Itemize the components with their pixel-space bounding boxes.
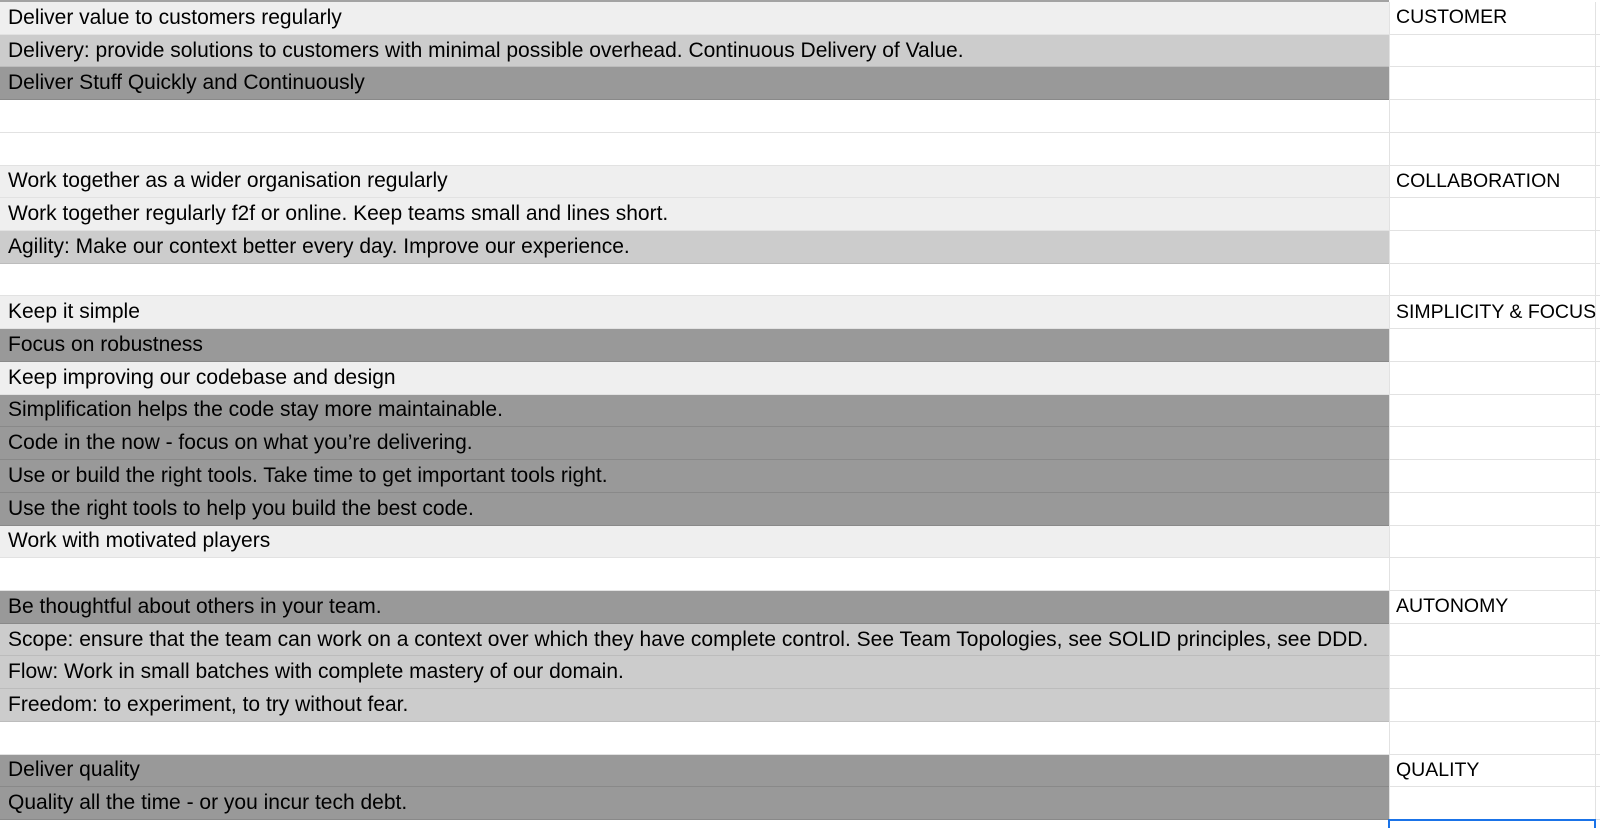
category-cell[interactable] xyxy=(1389,362,1595,395)
category-text: COLLABORATION xyxy=(1396,169,1561,192)
value-cell[interactable] xyxy=(0,656,1389,689)
category-cell[interactable] xyxy=(1389,198,1595,231)
category-cell[interactable] xyxy=(1389,2,1595,35)
sheet-row xyxy=(0,166,1600,199)
value-cell[interactable] xyxy=(0,198,1389,231)
category-cell[interactable] xyxy=(1389,656,1595,689)
edge-column-cell[interactable] xyxy=(1595,427,1600,460)
category-cell[interactable] xyxy=(1389,689,1595,722)
value-text: Use or build the right tools. Take time to get important tools right. xyxy=(8,463,608,487)
category-text: AUTONOMY xyxy=(1396,595,1509,618)
value-cell[interactable] xyxy=(0,558,1389,591)
value-text: Code in the now - focus on what you’re delivering. xyxy=(8,431,473,455)
edge-column-cell[interactable] xyxy=(1595,787,1600,820)
value-text: Work together as a wider organisation regularly xyxy=(8,169,448,193)
sheet-row xyxy=(0,722,1600,755)
edge-column-cell[interactable] xyxy=(1595,100,1600,133)
category-cell[interactable] xyxy=(1389,35,1595,68)
value-text: Deliver quality xyxy=(8,758,140,782)
rows-container xyxy=(0,2,1600,820)
value-text: Focus on robustness xyxy=(8,333,203,357)
sheet-row xyxy=(0,460,1600,493)
edge-column-cell[interactable] xyxy=(1595,526,1600,559)
value-cell[interactable] xyxy=(0,231,1389,264)
value-cell[interactable] xyxy=(0,100,1389,133)
value-text: Work together regularly f2f or online. Keep teams small and lines short. xyxy=(8,202,669,226)
edge-column-cell[interactable] xyxy=(1595,624,1600,657)
sheet-row xyxy=(0,100,1600,133)
value-text: Delivery: provide solutions to customers with minimal possible overhead. Continuous Delivery of Value. xyxy=(8,38,964,62)
value-cell[interactable] xyxy=(0,689,1389,722)
value-cell[interactable] xyxy=(0,166,1389,199)
value-text: Flow: Work in small batches with complete mastery of our domain. xyxy=(8,660,624,684)
value-text: Keep it simple xyxy=(8,300,140,324)
value-text: Deliver Stuff Quickly and Continuously xyxy=(8,71,365,95)
sheet-row xyxy=(0,264,1600,297)
sheet-row xyxy=(0,35,1600,68)
sheet-row xyxy=(0,133,1600,166)
value-cell[interactable] xyxy=(0,526,1389,559)
sheet-row xyxy=(0,2,1600,35)
edge-column-cell[interactable] xyxy=(1595,67,1600,100)
sheet-row xyxy=(0,656,1600,689)
edge-column-cell[interactable] xyxy=(1595,133,1600,166)
category-cell[interactable] xyxy=(1389,231,1595,264)
value-cell[interactable] xyxy=(0,395,1389,428)
sheet-row xyxy=(0,231,1600,264)
sheet-row xyxy=(0,526,1600,559)
category-cell[interactable] xyxy=(1389,722,1595,755)
category-cell[interactable] xyxy=(1389,427,1595,460)
edge-column-cell[interactable] xyxy=(1595,329,1600,362)
value-text: Freedom: to experiment, to try without fear. xyxy=(8,692,409,716)
edge-column-cell[interactable] xyxy=(1595,656,1600,689)
edge-column-cell[interactable] xyxy=(1595,558,1600,591)
category-text: CUSTOMER xyxy=(1396,6,1508,29)
sheet-row xyxy=(0,67,1600,100)
value-cell[interactable] xyxy=(0,133,1389,166)
category-cell[interactable] xyxy=(1389,493,1595,526)
value-text: Use the right tools to help you build the best code. xyxy=(8,496,474,520)
category-cell[interactable] xyxy=(1389,100,1595,133)
value-text: Be thoughtful about others in your team. xyxy=(8,594,382,618)
value-cell[interactable] xyxy=(0,722,1389,755)
value-cell[interactable] xyxy=(0,264,1389,297)
category-cell[interactable] xyxy=(1389,67,1595,100)
category-cell[interactable] xyxy=(1389,558,1595,591)
category-cell[interactable] xyxy=(1389,755,1595,788)
category-cell[interactable] xyxy=(1389,395,1595,428)
edge-column-cell[interactable] xyxy=(1595,231,1600,264)
value-text: Scope: ensure that the team can work on a context over which they have complete control. See Team Topologies, see SOLID principles, see DDD. xyxy=(8,627,1369,651)
value-cell[interactable] xyxy=(0,296,1389,329)
category-cell[interactable] xyxy=(1389,296,1595,329)
value-cell[interactable] xyxy=(0,67,1389,100)
sheet-row xyxy=(0,493,1600,526)
sheet-row xyxy=(0,624,1600,657)
category-cell[interactable] xyxy=(1389,133,1595,166)
category-cell[interactable] xyxy=(1389,329,1595,362)
sheet-row xyxy=(0,296,1600,329)
value-text: Deliver value to customers regularly xyxy=(8,5,342,29)
value-cell[interactable] xyxy=(0,624,1389,657)
value-cell[interactable] xyxy=(0,787,1389,820)
value-cell[interactable] xyxy=(0,35,1389,68)
sheet-row xyxy=(0,329,1600,362)
sheet-row xyxy=(0,198,1600,231)
category-cell[interactable] xyxy=(1389,624,1595,657)
value-cell[interactable] xyxy=(0,427,1389,460)
category-cell[interactable] xyxy=(1389,166,1595,199)
edge-column-cell[interactable] xyxy=(1595,264,1600,297)
edge-column-cell[interactable] xyxy=(1595,362,1600,395)
edge-column-cell[interactable] xyxy=(1595,591,1600,624)
sheet-row xyxy=(0,558,1600,591)
sheet-row xyxy=(0,427,1600,460)
value-text: Quality all the time - or you incur tech debt. xyxy=(8,791,408,815)
sheet-row xyxy=(0,689,1600,722)
value-cell[interactable] xyxy=(0,329,1389,362)
value-cell[interactable] xyxy=(0,591,1389,624)
value-text: Keep improving our codebase and design xyxy=(8,365,396,389)
category-cell[interactable] xyxy=(1389,591,1595,624)
edge-column-cell[interactable] xyxy=(1595,35,1600,68)
edge-column-cell[interactable] xyxy=(1595,166,1600,199)
value-text: Simplification helps the code stay more maintainable. xyxy=(8,398,503,422)
sheet-row xyxy=(0,787,1600,820)
sheet-row xyxy=(0,362,1600,395)
value-cell[interactable] xyxy=(0,755,1389,788)
edge-column-cell[interactable] xyxy=(1595,689,1600,722)
category-cell[interactable] xyxy=(1389,526,1595,559)
category-cell[interactable] xyxy=(1389,787,1595,820)
edge-column-cell[interactable] xyxy=(1595,198,1600,231)
active-cell-selection[interactable] xyxy=(1388,819,1596,828)
sheet-row xyxy=(0,755,1600,788)
value-cell[interactable] xyxy=(0,493,1389,526)
category-text: QUALITY xyxy=(1396,758,1480,781)
edge-column-cell[interactable] xyxy=(1595,460,1600,493)
edge-column-cell[interactable] xyxy=(1595,493,1600,526)
sheet-row xyxy=(0,591,1600,624)
value-text: Work with motivated players xyxy=(8,529,271,553)
edge-column-cell[interactable] xyxy=(1595,395,1600,428)
edge-column-cell[interactable] xyxy=(1595,2,1600,35)
category-text: SIMPLICITY & FOCUS xyxy=(1396,300,1597,323)
edge-column-cell[interactable] xyxy=(1595,722,1600,755)
value-cell[interactable] xyxy=(0,362,1389,395)
edge-column-cell[interactable] xyxy=(1595,755,1600,788)
sheet-row xyxy=(0,395,1600,428)
value-cell[interactable] xyxy=(0,2,1389,35)
value-text: Agility: Make our context better every day. Improve our experience. xyxy=(8,234,630,258)
value-cell[interactable] xyxy=(0,460,1389,493)
category-cell[interactable] xyxy=(1389,460,1595,493)
category-cell[interactable] xyxy=(1389,264,1595,297)
